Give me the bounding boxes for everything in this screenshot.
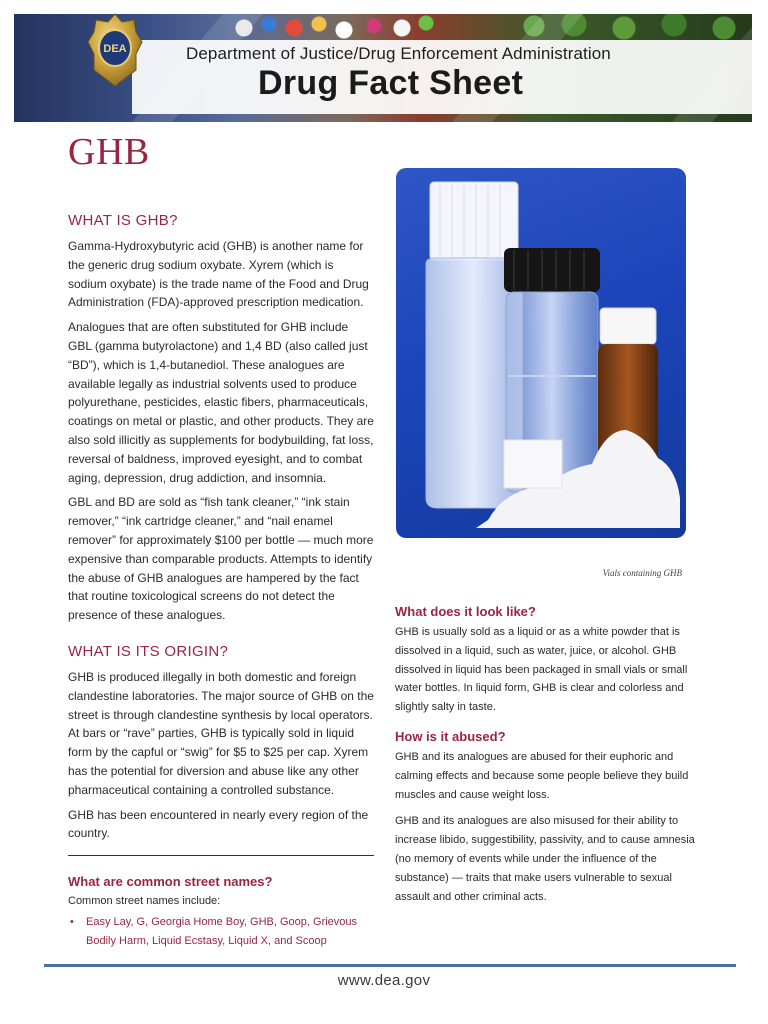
street-names-intro: Common street names include: bbox=[68, 895, 221, 908]
sheet-title: Drug Fact Sheet bbox=[258, 64, 524, 102]
origin-paragraph: GHB has been encountered in nearly every region of the country. bbox=[68, 807, 369, 841]
left-column bbox=[68, 212, 374, 951]
abused-paragraph: GHB and its analogues are also misused for their ability to increase libido, suggestibility, passivity, and to cause amnesia (no memory of events while under the influence of the substance) — traits that make users vulnerable to sexual assault and other criminal acts. bbox=[395, 815, 695, 903]
vials-photo bbox=[396, 168, 686, 538]
look-like-heading: What does it look like? bbox=[395, 604, 536, 619]
origin-heading: WHAT IS ITS ORIGIN? bbox=[68, 642, 229, 660]
street-names-list bbox=[68, 913, 374, 951]
what-is-paragraph: Gamma-Hydroxybutyric acid (GHB) is another name for the generic drug sodium oxybate. Xyrem (which is sodium oxybate) is the trade name of the Food and Drug Administration (FDA)-approved prescription medication. bbox=[68, 239, 369, 310]
footer-link[interactable]: www.dea.gov bbox=[337, 972, 431, 989]
street-names-heading: What are common street names? bbox=[68, 874, 273, 890]
origin-paragraph: GHB is produced illegally in both domestic and foreign clandestine laboratories. The major source of GHB on the street is through clandestine synthesis by local operators. At bars or “rave” parties, GHB is typically sold in liquid form by the capful or “swig” for $5 to $25 per cap. Xyrem has the potential for diversion and abuse like any other pharmaceutical containing a controlled substance. bbox=[68, 669, 374, 797]
footer-rule bbox=[44, 964, 736, 967]
list-item: • Easy Lay, G, Georgia Home Boy, GHB, Goop, Grievous Bodily Harm, Liquid Ecstasy, Liquid X, and Scoop bbox=[68, 913, 374, 951]
abused-paragraph: GHB and its analogues are abused for their euphoric and calming effects and because some people believe they build muscles and cause weight loss. bbox=[395, 750, 689, 801]
what-is-paragraph: GBL and BD are sold as “fish tank cleaner,” “ink stain remover,” “ink cartridge cleaner,” and “nail enamel remover” for approximately $100 per bottle — much more expensive than comparable products. Attempts to identify the abuse of GHB analogues are hampered by the fact that routine toxicological screens do not detect the presence of these analogues. bbox=[68, 495, 374, 623]
vials-illustration bbox=[396, 168, 686, 538]
dea-badge-icon bbox=[86, 12, 144, 88]
section-divider bbox=[68, 855, 374, 856]
what-is-paragraph: Analogues that are often substituted for GHB include GBL (gamma butyrolactone) and 1,4 BD (also called just “BD”), which is 1,4-butanediol. These analogues are available legally as industrial solvents used to produce polyurethane, pesticides, elastic fibers, pharmaceuticals, coatings on metal or plastic, and other products. They are also sold illicitly as supplements for bodybuilding, fat loss, reversal of baldness, improved eyesight, and to combat aging, depression, drug addiction, and insomnia. bbox=[68, 320, 374, 485]
abused-heading: How is it abused? bbox=[395, 728, 506, 744]
department-name: Department of Justice/Drug Enforcement Administration bbox=[186, 44, 611, 63]
look-like-paragraph: GHB is usually sold as a liquid or as a white powder that is dissolved in a liquid, such as water, juice, or alcohol. GHB dissolved in liquid has been packaged in small vials or small water bottles. In liquid form, GHB is clear and colorless and slightly salty in taste. bbox=[395, 626, 688, 714]
page-title: GHB bbox=[68, 131, 150, 173]
what-is-heading: WHAT IS GHB? bbox=[68, 212, 178, 229]
photo-caption: Vials containing GHB bbox=[602, 568, 682, 578]
right-column bbox=[395, 604, 695, 914]
svg-text:DEA: DEA bbox=[103, 43, 127, 55]
